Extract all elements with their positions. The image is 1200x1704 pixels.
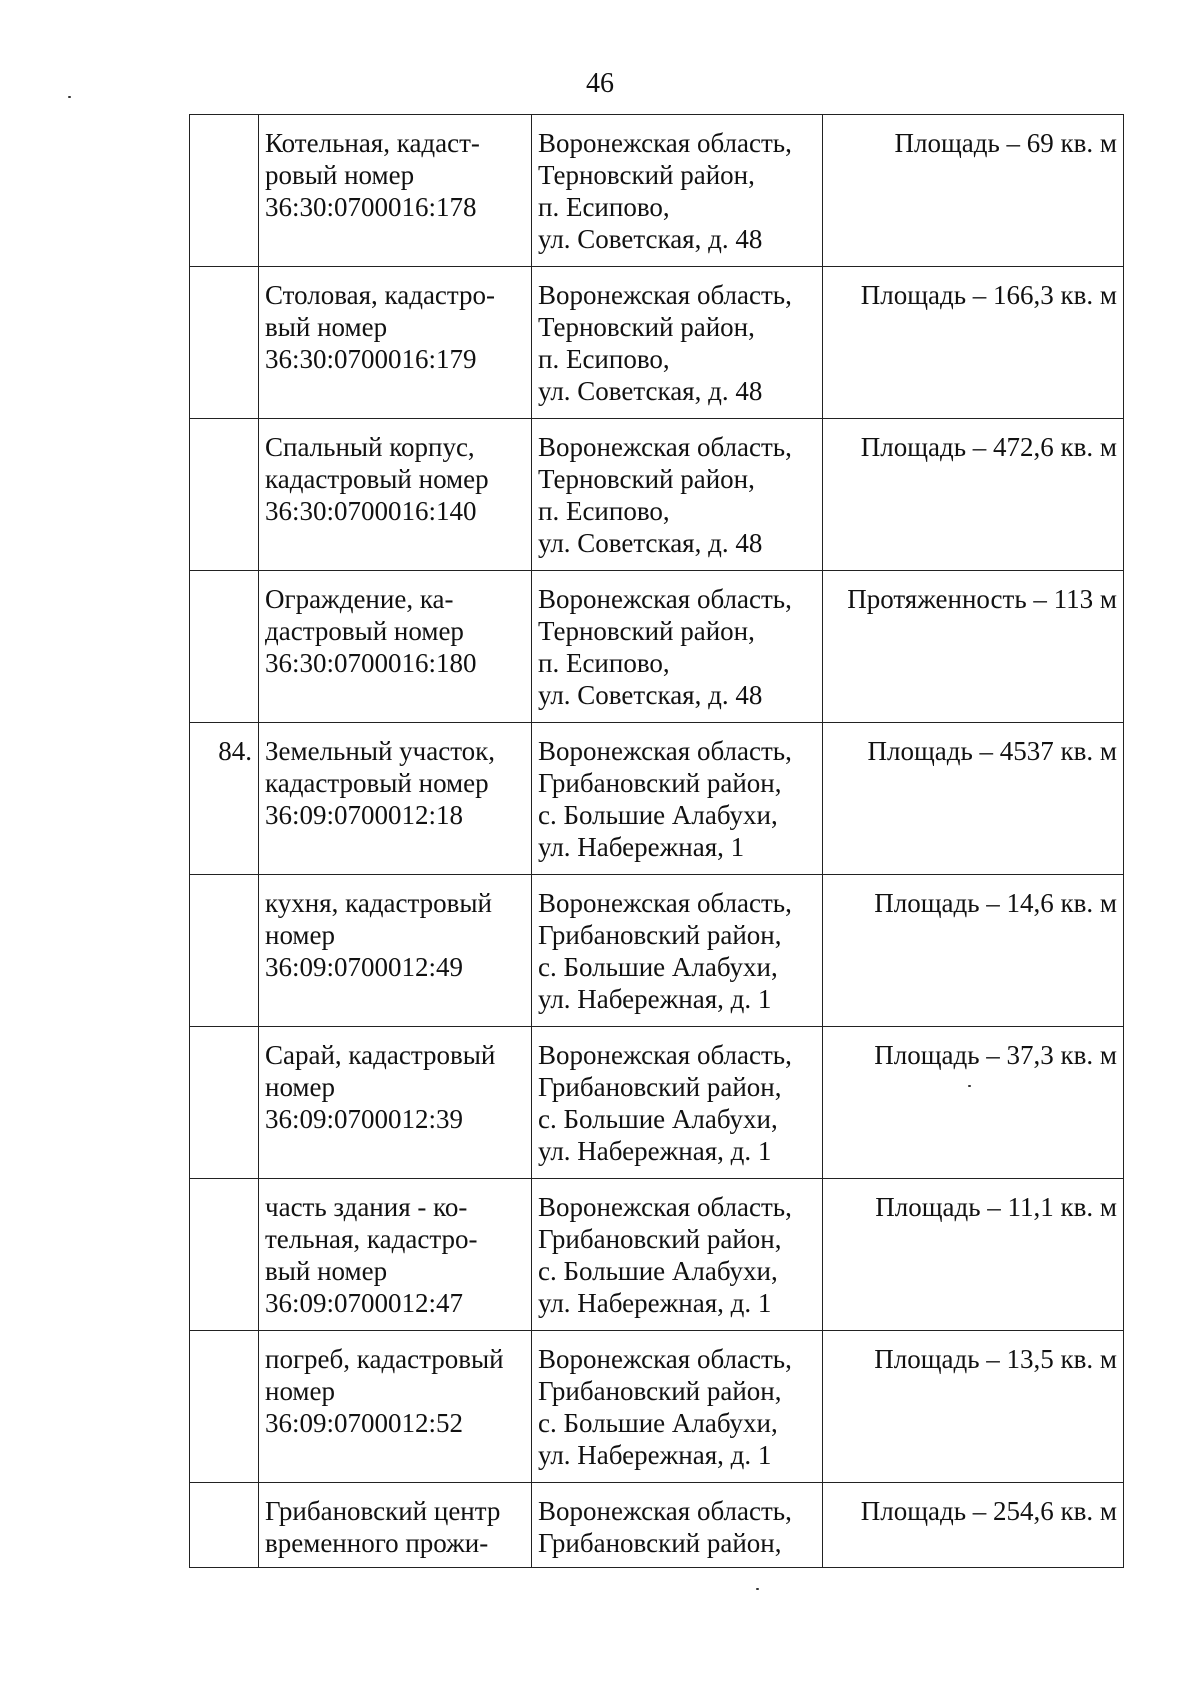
object-address: Воронежская область, Грибановский район, с. Большие Алабухи, ул. Набережная, д. 1 bbox=[532, 1331, 823, 1483]
row-number bbox=[190, 267, 259, 419]
row-number bbox=[190, 1483, 259, 1568]
object-name: часть здания - ко- тельная, кадастро- вый номер 36:09:0700012:47 bbox=[259, 1179, 532, 1331]
object-size: Площадь – 11,1 кв. м bbox=[823, 1179, 1124, 1331]
table-row bbox=[190, 115, 1124, 267]
row-number bbox=[190, 1027, 259, 1179]
object-name: Сарай, кадастровый номер 36:09:0700012:39 bbox=[259, 1027, 532, 1179]
table-row bbox=[190, 1027, 1124, 1179]
object-name: Спальный корпус, кадастровый номер 36:30:0700016:140 bbox=[259, 419, 532, 571]
table-row bbox=[190, 419, 1124, 571]
object-address: Воронежская область, Терновский район, п. Есипово, ул. Советская, д. 48 bbox=[532, 571, 823, 723]
object-size: Площадь – 472,6 кв. м bbox=[823, 419, 1124, 571]
table-row bbox=[190, 723, 1124, 875]
object-name: погреб, кадастровый номер 36:09:0700012:52 bbox=[259, 1331, 532, 1483]
row-number bbox=[190, 1331, 259, 1483]
object-size: Площадь – 166,3 кв. м bbox=[823, 267, 1124, 419]
object-address: Воронежская область, Терновский район, п. Есипово, ул. Советская, д. 48 bbox=[532, 267, 823, 419]
object-address: Воронежская область, Грибановский район, bbox=[532, 1483, 823, 1568]
object-size: Площадь – 4537 кв. м bbox=[823, 723, 1124, 875]
object-name: Котельная, кадаст- ровый номер 36:30:0700016:178 bbox=[259, 115, 532, 267]
object-address: Воронежская область, Грибановский район, с. Большие Алабухи, ул. Набережная, д. 1 bbox=[532, 1179, 823, 1331]
row-number bbox=[190, 419, 259, 571]
row-number bbox=[190, 115, 259, 267]
table-row bbox=[190, 1179, 1124, 1331]
scan-speck bbox=[68, 96, 71, 98]
object-name: кухня, кадастровый номер 36:09:0700012:49 bbox=[259, 875, 532, 1027]
object-size: Площадь – 13,5 кв. м bbox=[823, 1331, 1124, 1483]
object-size: Площадь – 254,6 кв. м bbox=[823, 1483, 1124, 1568]
object-address: Воронежская область, Грибановский район, с. Большие Алабухи, ул. Набережная, д. 1 bbox=[532, 1027, 823, 1179]
object-size: Протяженность – 113 м bbox=[823, 571, 1124, 723]
page-number: 46 bbox=[586, 68, 614, 99]
table-row bbox=[190, 571, 1124, 723]
object-name: Грибановский центр временного прожи- bbox=[259, 1483, 532, 1568]
object-name: Столовая, кадастро- вый номер 36:30:0700016:179 bbox=[259, 267, 532, 419]
object-name: Ограждение, ка- дастровый номер 36:30:0700016:180 bbox=[259, 571, 532, 723]
row-number bbox=[190, 875, 259, 1027]
object-address: Воронежская область, Грибановский район, с. Большие Алабухи, ул. Набережная, д. 1 bbox=[532, 875, 823, 1027]
table-row bbox=[190, 1331, 1124, 1483]
object-address: Воронежская область, Терновский район, п. Есипово, ул. Советская, д. 48 bbox=[532, 419, 823, 571]
object-name: Земельный участок, кадастровый номер 36:09:0700012:18 bbox=[259, 723, 532, 875]
object-address: Воронежская область, Терновский район, п. Есипово, ул. Советская, д. 48 bbox=[532, 115, 823, 267]
object-size: Площадь – 69 кв. м bbox=[823, 115, 1124, 267]
object-size: Площадь – 14,6 кв. м bbox=[823, 875, 1124, 1027]
object-size: Площадь – 37,3 кв. м bbox=[823, 1027, 1124, 1179]
property-table bbox=[189, 114, 1124, 1568]
scan-speck bbox=[756, 1588, 759, 1590]
row-number: 84. bbox=[190, 723, 259, 875]
row-number bbox=[190, 1179, 259, 1331]
object-address: Воронежская область, Грибановский район, с. Большие Алабухи, ул. Набережная, 1 bbox=[532, 723, 823, 875]
table-row bbox=[190, 267, 1124, 419]
table-row bbox=[190, 875, 1124, 1027]
row-number bbox=[190, 571, 259, 723]
table-row bbox=[190, 1483, 1124, 1568]
